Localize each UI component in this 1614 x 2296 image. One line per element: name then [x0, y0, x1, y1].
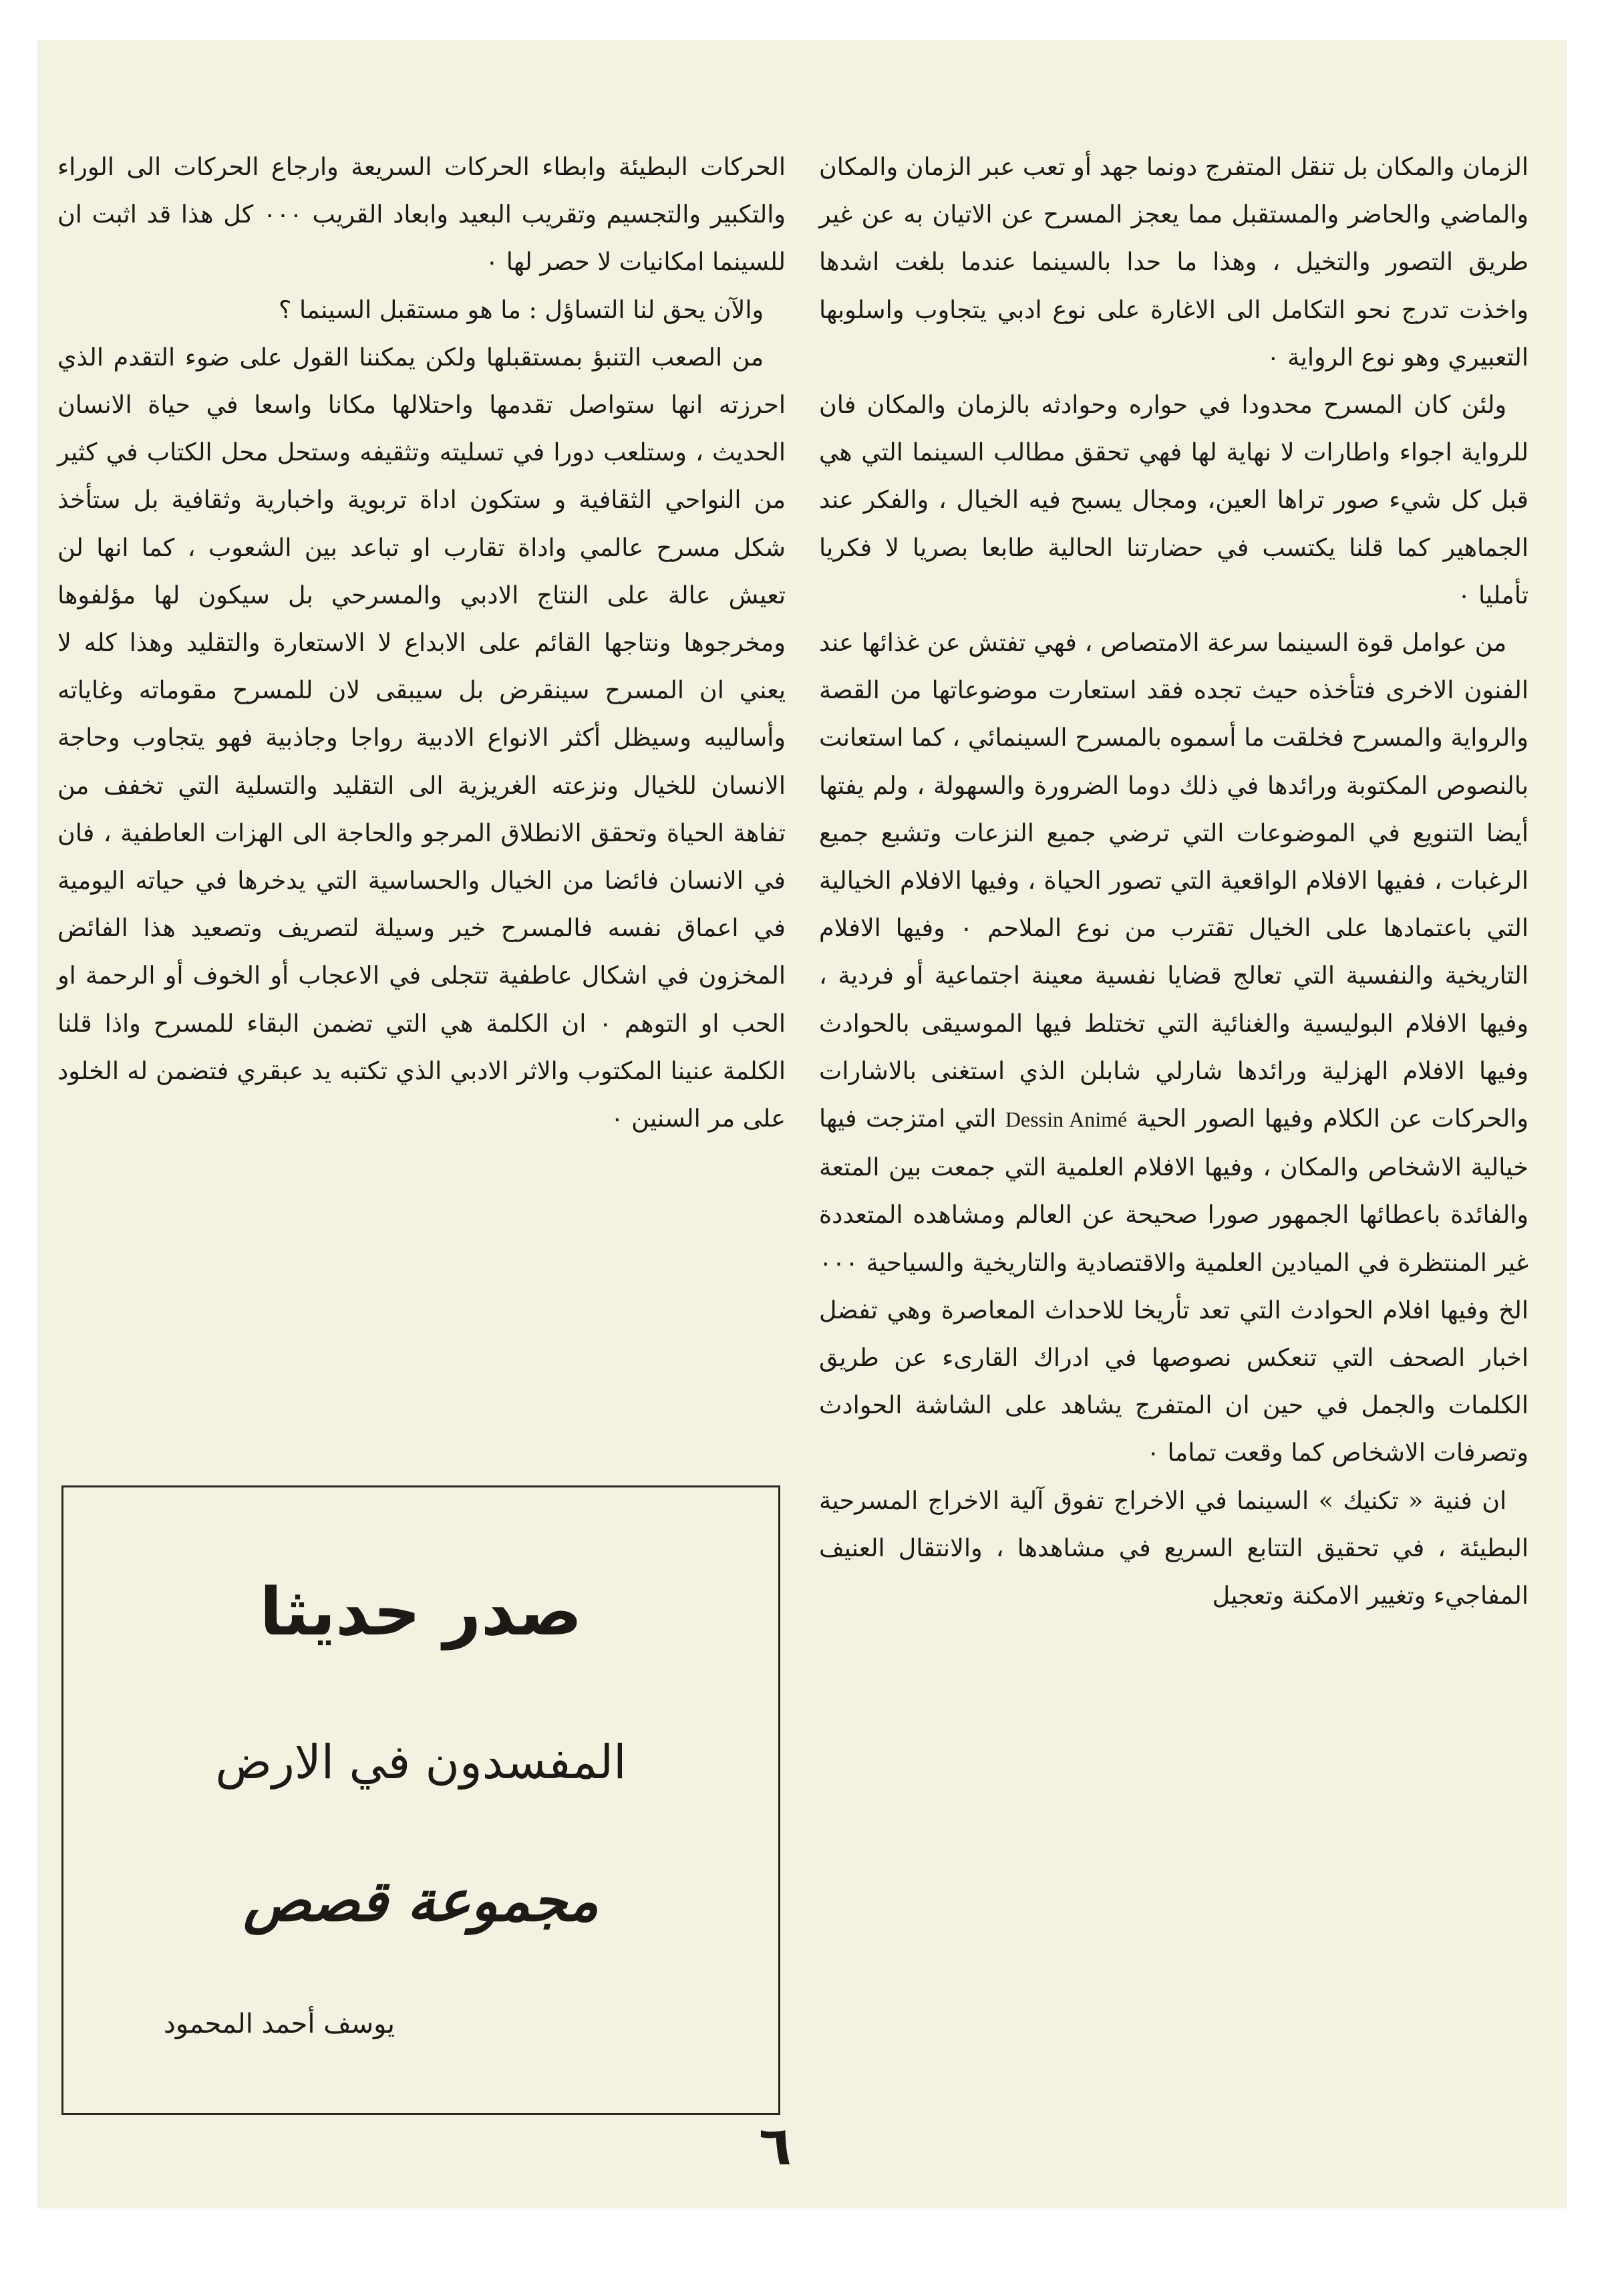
book-title: المفسدون في الارض	[215, 1735, 627, 1789]
latin-term: Dessin Animé	[1005, 1107, 1128, 1132]
magazine-page	[37, 40, 1567, 2208]
article-column-right	[819, 143, 1528, 1619]
book-author: يوسف أحمد المحمود	[164, 2009, 395, 2039]
book-subtitle: مجموعة قصص	[243, 1868, 599, 1934]
paragraph-text: من عوامل قوة السينما سرعة الامتصاص ، فهي تفتش عن غذائها عند الفنون الاخرى فتأخذه حيث تجده فقد استعارت موضوعاتها من القصة والرواية والمسرح فخلقت ما أسموه بالمسرح السينمائي ، كما استعانت بالنصوص المكتوبة ورائدها في ذلك دوما الضرورة والسهولة ، ولم يفتها أيضا التنويع في الموضوعات التي ترضي جميع النزعات وتشبع جميع الرغبات ، ففيها الافلام الواقعية التي تصور الحياة ، وفيها الافلام الخيالية التي باعتمادها على الخيال تقترب من نوع الملاحم ٠ وفيها الافلام التاريخية والنفسية التي تعالج قضايا نفسية معينة اجتماعية أو فردية ، وفيها الافلام البوليسية والغنائية التي تختلط فيها الموسيقى بالحوادث وفيها الافلام الهزلية ورائدها شارلي شابلن الذي استغنى بالاشارات والحركات عن الكلام وفيها الصور الحية	[819, 628, 1528, 1133]
paragraph: الزمان والمكان بل تنقل المتفرج دونما جهد أو تعب عبر الزمان والمكان والماضي والحاضر والمستقبل مما يعجز المسرح عن الاتيان به عن غير طريق التصور والتخيل ، وهذا ما حدا بالسينما عندما بلغت اشدها واخذت تدرج نحو التكامل الى الاغارة على نوع ادبي يتجاوب واسلوبها التعبيري وهو نوع الرواية ٠	[819, 152, 1528, 372]
paragraph: ولئن كان المسرح محدودا في حواره وحوادثه بالزمان والمكان فان للرواية اجواء واطارات لا نهاية لها فهي تحقق مطالب السينما التي هي قبل كل شيء صور تراها العين، ومجال يسبح فيه الخيال ، والفكر عند الجماهير كما قلنا يكتسب في حضارتنا الحالية طابعا بصريا لا فكريا تأمليا ٠	[819, 390, 1528, 609]
paragraph	[819, 619, 1528, 1477]
paragraph: والآن يحق لنا التساؤل : ما هو مستقبل السينما ؟	[279, 295, 764, 324]
ad-heading: صدر حديثا	[259, 1574, 583, 1651]
paragraph: ان فنية « تكنيك » السينما في الاخراج تفوق آلية الاخراج المسرحية البطيئة ، في تحقيق التتابع السريع في مشاهدها ، والانتقال العنيف المفاجيء وتغيير الامكنة وتعجيل	[819, 1485, 1528, 1610]
article-column-left	[57, 143, 786, 1142]
paragraph: من الصعب التنبؤ بمستقبلها ولكن يمكننا القول على ضوء التقدم الذي احرزته انها ستواصل تقدمها واحتلالها مكانا واسعا في حياة الانسان الحديث ، وستلعب دورا في تسليته وتثقيفه وستحل محل الكتاب في كثير من النواحي الثقافية و ستكون اداة تربوية واخبارية وثقافية بل ستأخذ شكل مسرح عالمي واداة تقارب او تباعد بين الشعوب ، كما انها لن تعيش عالة على النتاج الادبي والمسرحي بل سيكون لها مؤلفوها ومخرجوها ونتاجها القائم على الابداع لا الاستعارة والتقليد وهذا كله لا يعني ان المسرح سينقرض بل سيبقى لان للمسرح مقوماته وغاياته وأساليبه وسيظل أكثر الانواع الادبية رواجا وجاذبية فهو يتجاوب وحاجة الانسان للخيال ونزعته الغريزية الى التقليد والتسلية التي تخفف من تفاهة الحياة وتحقق الانطلاق المرجو والحاجة الى الهزات العاطفية ، فان في الانسان فائضا من الخيال والحساسية التي يدخرها في حياته اليومية في اعماق نفسه فالمسرح خير وسيلة لتصريف وتصعيد هذا الفائض المخزون في اشكال عاطفية تتجلى في الاعجاب أو الخوف أو الرحمة او الحب او التوهم ٠ ان الكلمة هي التي تضمن البقاء للمسرح واذا قلنا الكلمة عنينا المكتوب والاثر الادبي الذي تكتبه يد عبقري فتضمن له الخلود على مر السنين ٠	[57, 342, 786, 1133]
paragraph-text: التي امتزجت فيها خيالية الاشخاص والمكان ، وفيها الافلام العلمية التي جمعت بين المتعة والفائدة باعطائها الجمهور صورا صحيحة عن العالم ومشاهده المتعددة غير المنتظرة في الميادين العلمية والاقتصادية والتاريخية والسياحية ٠٠٠ الخ وفيها افلام الحوادث التي تعد تأريخا للاحداث المعاصرة وهي تفضل اخبار الصحف التي تنعكس نصوصها في ادراك القارىء عن طريق الكلمات والجمل في حين ان المتفرج يشاهد على الشاشة الحوادث وتصرفات الاشخاص كما وقعت تماما ٠	[819, 1104, 1529, 1467]
paragraph: الحركات البطيئة وابطاء الحركات السريعة وارجاع الحركات الى الوراء والتكبير والتجسيم وتقريب البعيد وابعاد القريب ٠٠٠ كل هذا قد اثبت ان للسينما امكانيات لا حصر لها ٠	[57, 152, 786, 277]
page-number: ٦	[759, 2115, 792, 2177]
book-advertisement-box	[61, 1485, 780, 2115]
